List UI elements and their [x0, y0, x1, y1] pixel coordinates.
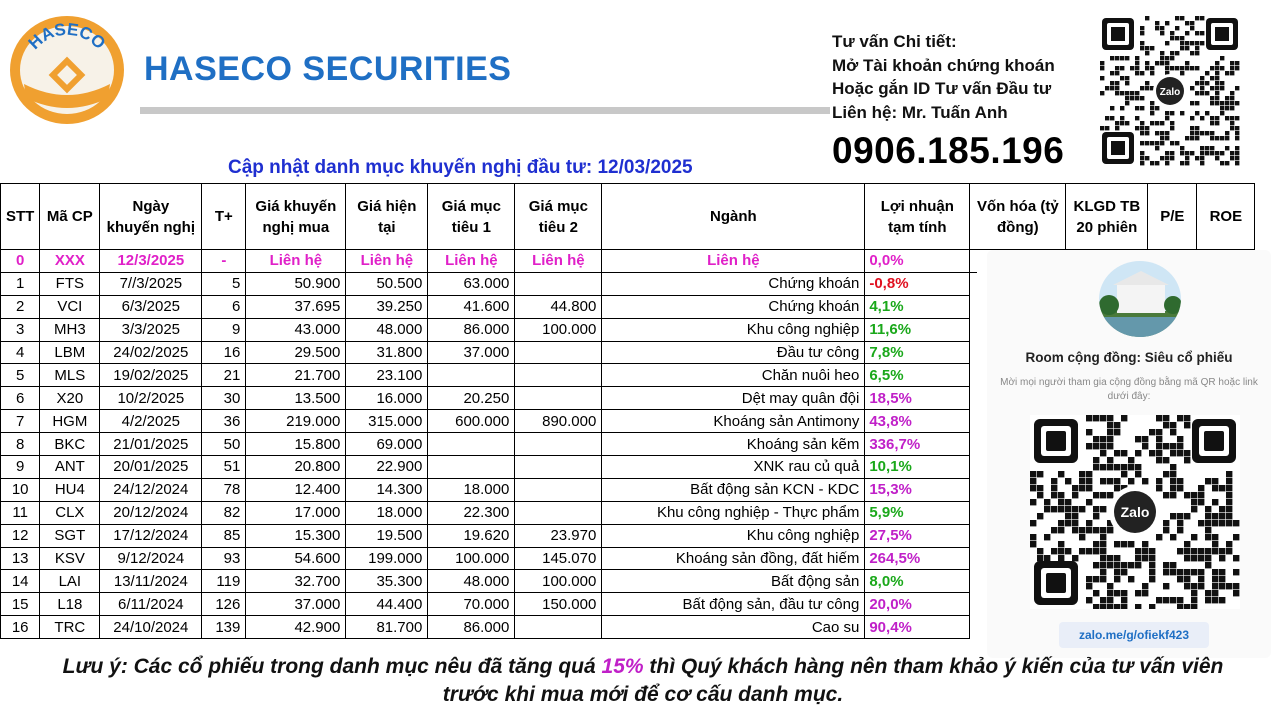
- cell-buy-price: 43.000: [246, 318, 346, 341]
- cell-stt: 5: [1, 364, 40, 387]
- cell-stt: 6: [1, 387, 40, 410]
- cell-current-price: 199.000: [346, 547, 428, 570]
- cell-sector: Khu công nghiệp: [602, 318, 865, 341]
- cell-target-2: [515, 341, 602, 364]
- cell-sector: Bất động sản: [602, 570, 865, 593]
- zalo-group-link[interactable]: zalo.me/g/ofiekf423: [1059, 622, 1209, 648]
- cell-target-1: 63.000: [428, 272, 515, 295]
- cell-stt: 0: [1, 250, 40, 273]
- cell-t-plus: 50: [202, 433, 246, 456]
- cell-target-2: Liên hệ: [515, 250, 602, 273]
- svg-text:Zalo: Zalo: [1159, 87, 1181, 98]
- cell-target-1: 86.000: [428, 318, 515, 341]
- cell-t-plus: -: [202, 250, 246, 273]
- cell-buy-price: 219.000: [246, 410, 346, 433]
- cell-stt: 3: [1, 318, 40, 341]
- cell-buy-price: 15.300: [246, 524, 346, 547]
- cell-target-1: [428, 364, 515, 387]
- cell-date: 21/01/2025: [100, 433, 202, 456]
- cell-current-price: 39.250: [346, 295, 428, 318]
- cell-code: HGM: [40, 410, 100, 433]
- cell-sector: Bất động sản KCN - KDC: [602, 478, 865, 501]
- cell-target-1: 22.300: [428, 501, 515, 524]
- table-header-row: [1, 184, 1255, 250]
- cell-stt: 13: [1, 547, 40, 570]
- cell-code: CLX: [40, 501, 100, 524]
- cell-buy-price: 15.800: [246, 433, 346, 456]
- cell-buy-price: 12.400: [246, 478, 346, 501]
- cell-profit: 20,0%: [865, 593, 970, 616]
- community-qr-code[interactable]: [1030, 415, 1240, 609]
- cell-current-price: 16.000: [346, 387, 428, 410]
- cell-target-2: [515, 616, 602, 639]
- cell-target-2: 44.800: [515, 295, 602, 318]
- cell-stt: 16: [1, 616, 40, 639]
- cell-target-1: 37.000: [428, 341, 515, 364]
- contact-info: [832, 30, 1055, 124]
- cell-t-plus: 93: [202, 547, 246, 570]
- col-header: Ngành: [602, 184, 865, 250]
- cell-profit: 10,1%: [865, 456, 970, 479]
- cell-t-plus: 126: [202, 593, 246, 616]
- col-header: Lợi nhuận tạm tính: [865, 184, 970, 250]
- community-card: [977, 250, 1284, 660]
- cell-code: VCI: [40, 295, 100, 318]
- cell-target-1: 48.000: [428, 570, 515, 593]
- community-card-body: [987, 250, 1271, 658]
- cell-target-2: [515, 456, 602, 479]
- cell-code: XXX: [40, 250, 100, 273]
- cell-profit: 7,8%: [865, 341, 970, 364]
- cell-stt: 8: [1, 433, 40, 456]
- cell-date: 24/02/2025: [100, 341, 202, 364]
- cell-code: TRC: [40, 616, 100, 639]
- cell-t-plus: 119: [202, 570, 246, 593]
- cell-stt: 4: [1, 341, 40, 364]
- cell-profit: 264,5%: [865, 547, 970, 570]
- cell-profit: 15,3%: [865, 478, 970, 501]
- cell-date: 6/3/2025: [100, 295, 202, 318]
- cell-current-price: Liên hệ: [346, 250, 428, 273]
- cell-target-2: [515, 501, 602, 524]
- cell-sector: Khoáng sản kẽm: [602, 433, 865, 456]
- col-header: KLGD TB 20 phiên: [1066, 184, 1148, 250]
- cell-code: ANT: [40, 456, 100, 479]
- col-header: Giá mục tiêu 2: [515, 184, 602, 250]
- cell-sector: Chứng khoán: [602, 295, 865, 318]
- cell-target-1: [428, 456, 515, 479]
- col-header: STT: [1, 184, 40, 250]
- cell-date: 9/12/2024: [100, 547, 202, 570]
- cell-buy-price: 42.900: [246, 616, 346, 639]
- cell-sector: Chứng khoán: [602, 272, 865, 295]
- cell-current-price: 22.900: [346, 456, 428, 479]
- page-title: Cập nhật danh mục khuyến nghị đầu tư: 12/03/2025: [228, 157, 693, 178]
- cell-date: 4/2/2025: [100, 410, 202, 433]
- phone-number[interactable]: 0906.185.196: [832, 130, 1065, 171]
- contact-line: Liên hệ: Mr. Tuấn Anh: [832, 102, 1008, 122]
- svg-text:Zalo: Zalo: [1120, 504, 1150, 520]
- threshold-percent: 15%: [601, 655, 644, 678]
- cell-date: 19/02/2025: [100, 364, 202, 387]
- note-line-1: Lưu ý: Các cổ phiếu trong danh mục nêu đã tăng quá 15% thì Quý khách hàng nên tham khảo ý kiến của tư vấn viên: [62, 655, 1224, 678]
- col-header: Giá khuyến nghị mua: [246, 184, 346, 250]
- cell-date: 24/10/2024: [100, 616, 202, 639]
- cell-t-plus: 85: [202, 524, 246, 547]
- cell-current-price: 31.800: [346, 341, 428, 364]
- cell-date: 24/12/2024: [100, 478, 202, 501]
- cell-stt: 14: [1, 570, 40, 593]
- col-header: P/E: [1148, 184, 1197, 250]
- cell-target-1: 100.000: [428, 547, 515, 570]
- cell-t-plus: 82: [202, 501, 246, 524]
- cell-profit: -0,8%: [865, 272, 970, 295]
- cell-buy-price: 50.900: [246, 272, 346, 295]
- cell-stt: 1: [1, 272, 40, 295]
- cell-profit: 18,5%: [865, 387, 970, 410]
- cell-date: 7//3/2025: [100, 272, 202, 295]
- cell-target-2: 100.000: [515, 318, 602, 341]
- cell-current-price: 44.400: [346, 593, 428, 616]
- col-header: Giá hiện tại: [346, 184, 428, 250]
- cell-profit: 5,9%: [865, 501, 970, 524]
- cell-current-price: 19.500: [346, 524, 428, 547]
- cell-profit: 336,7%: [865, 433, 970, 456]
- cell-sector: Khu công nghiệp - Thực phẩm: [602, 501, 865, 524]
- cell-date: 13/11/2024: [100, 570, 202, 593]
- cell-sector: XNK rau củ quả: [602, 456, 865, 479]
- cell-target-2: [515, 272, 602, 295]
- cell-profit: 90,4%: [865, 616, 970, 639]
- cell-code: L18: [40, 593, 100, 616]
- cell-date: 20/12/2024: [100, 501, 202, 524]
- cell-profit: 8,0%: [865, 570, 970, 593]
- cell-target-1: 18.000: [428, 478, 515, 501]
- col-header: Mã CP: [40, 184, 100, 250]
- cell-t-plus: 9: [202, 318, 246, 341]
- contact-line: Tư vấn Chi tiết:: [832, 32, 957, 51]
- cell-t-plus: 139: [202, 616, 246, 639]
- col-header: ROE: [1197, 184, 1255, 250]
- cell-sector: Khoáng sản Antimony: [602, 410, 865, 433]
- cell-code: LAI: [40, 570, 100, 593]
- cell-t-plus: 78: [202, 478, 246, 501]
- cell-date: 17/12/2024: [100, 524, 202, 547]
- cell-date: 20/01/2025: [100, 456, 202, 479]
- cell-target-2: 23.970: [515, 524, 602, 547]
- cell-profit: 6,5%: [865, 364, 970, 387]
- cell-profit: 0,0%: [865, 250, 970, 273]
- cell-target-2: 100.000: [515, 570, 602, 593]
- col-header: Giá mục tiêu 1: [428, 184, 515, 250]
- cell-buy-price: 37.695: [246, 295, 346, 318]
- cell-buy-price: 13.500: [246, 387, 346, 410]
- cell-code: MLS: [40, 364, 100, 387]
- cell-code: X20: [40, 387, 100, 410]
- cell-stt: 9: [1, 456, 40, 479]
- cell-date: 12/3/2025: [100, 250, 202, 273]
- cell-target-2: [515, 387, 602, 410]
- cell-t-plus: 5: [202, 272, 246, 295]
- cell-buy-price: 21.700: [246, 364, 346, 387]
- cell-buy-price: 54.600: [246, 547, 346, 570]
- cell-buy-price: Liên hệ: [246, 250, 346, 273]
- cell-buy-price: 29.500: [246, 341, 346, 364]
- cell-profit: 4,1%: [865, 295, 970, 318]
- brand-name: HASECO SECURITIES: [144, 50, 512, 88]
- cell-target-1: 41.600: [428, 295, 515, 318]
- cell-stt: 15: [1, 593, 40, 616]
- cell-target-1: 70.000: [428, 593, 515, 616]
- zalo-qr-code[interactable]: [1100, 16, 1240, 166]
- cell-current-price: 81.700: [346, 616, 428, 639]
- community-title: Room cộng đồng: Siêu cổ phiếu: [1025, 350, 1233, 365]
- svg-text:HASECO: HASECO: [24, 19, 110, 53]
- community-description: Mời mọi người tham gia cộng đồng bằng mã QR hoặc link dưới đây:: [1000, 377, 1258, 402]
- cell-target-1: [428, 433, 515, 456]
- col-header: T+: [202, 184, 246, 250]
- cell-current-price: 48.000: [346, 318, 428, 341]
- cell-target-1: Liên hệ: [428, 250, 515, 273]
- cell-code: FTS: [40, 272, 100, 295]
- cell-date: 10/2/2025: [100, 387, 202, 410]
- cell-target-2: 150.000: [515, 593, 602, 616]
- brand-underline: [140, 107, 830, 114]
- haseco-logo: [8, 14, 126, 126]
- cell-date: 6/11/2024: [100, 593, 202, 616]
- cell-profit: 11,6%: [865, 318, 970, 341]
- cell-target-1: 19.620: [428, 524, 515, 547]
- contact-line: Hoặc gắn ID Tư vấn Đầu tư: [832, 79, 1052, 98]
- cell-stt: 11: [1, 501, 40, 524]
- cell-code: KSV: [40, 547, 100, 570]
- cell-t-plus: 21: [202, 364, 246, 387]
- disclaimer-note: [0, 653, 1286, 709]
- cell-sector: Khoáng sản đồng, đất hiếm: [602, 547, 865, 570]
- cell-target-1: 86.000: [428, 616, 515, 639]
- cell-target-2: [515, 433, 602, 456]
- cell-sector: Đầu tư công: [602, 341, 865, 364]
- cell-t-plus: 6: [202, 295, 246, 318]
- cell-stt: 10: [1, 478, 40, 501]
- cell-sector: Cao su: [602, 616, 865, 639]
- cell-target-2: 145.070: [515, 547, 602, 570]
- cell-t-plus: 16: [202, 341, 246, 364]
- community-avatar: [1099, 261, 1181, 337]
- cell-sector: Liên hệ: [602, 250, 865, 273]
- cell-profit: 43,8%: [865, 410, 970, 433]
- col-header: Vốn hóa (tỷ đồng): [970, 184, 1066, 250]
- cell-buy-price: 20.800: [246, 456, 346, 479]
- cell-code: SGT: [40, 524, 100, 547]
- cell-sector: Bất động sản, đầu tư công: [602, 593, 865, 616]
- cell-current-price: 18.000: [346, 501, 428, 524]
- cell-target-1: 20.250: [428, 387, 515, 410]
- cell-t-plus: 30: [202, 387, 246, 410]
- cell-buy-price: 37.000: [246, 593, 346, 616]
- cell-code: BKC: [40, 433, 100, 456]
- cell-target-2: 890.000: [515, 410, 602, 433]
- cell-target-1: 600.000: [428, 410, 515, 433]
- cell-current-price: 315.000: [346, 410, 428, 433]
- cell-code: LBM: [40, 341, 100, 364]
- cell-stt: 2: [1, 295, 40, 318]
- col-header: Ngày khuyến nghị: [100, 184, 202, 250]
- cell-code: MH3: [40, 318, 100, 341]
- cell-current-price: 69.000: [346, 433, 428, 456]
- cell-buy-price: 32.700: [246, 570, 346, 593]
- cell-sector: Chăn nuôi heo: [602, 364, 865, 387]
- note-line-2: trước khi mua mới để cơ cấu danh mục.: [442, 683, 844, 706]
- cell-profit: 27,5%: [865, 524, 970, 547]
- contact-line: Mở Tài khoản chứng khoán: [832, 55, 1055, 75]
- cell-sector: Dệt may quân đội: [602, 387, 865, 410]
- cell-stt: 7: [1, 410, 40, 433]
- cell-target-2: [515, 478, 602, 501]
- cell-t-plus: 51: [202, 456, 246, 479]
- cell-target-2: [515, 364, 602, 387]
- cell-sector: Khu công nghiệp: [602, 524, 865, 547]
- cell-current-price: 50.500: [346, 272, 428, 295]
- cell-code: HU4: [40, 478, 100, 501]
- cell-stt: 12: [1, 524, 40, 547]
- cell-t-plus: 36: [202, 410, 246, 433]
- cell-buy-price: 17.000: [246, 501, 346, 524]
- cell-date: 3/3/2025: [100, 318, 202, 341]
- cell-current-price: 14.300: [346, 478, 428, 501]
- cell-current-price: 23.100: [346, 364, 428, 387]
- cell-current-price: 35.300: [346, 570, 428, 593]
